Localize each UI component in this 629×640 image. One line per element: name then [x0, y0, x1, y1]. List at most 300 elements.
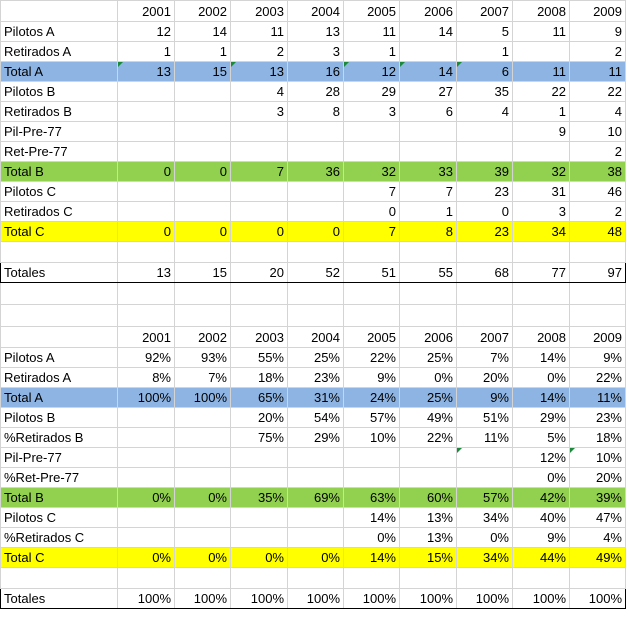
- value-cell[interactable]: 52: [288, 263, 344, 283]
- row-label-cell[interactable]: Retirados A: [1, 42, 118, 62]
- empty-cell[interactable]: [1, 305, 118, 327]
- value-cell[interactable]: 35: [457, 82, 513, 102]
- value-cell[interactable]: [118, 508, 175, 528]
- value-cell[interactable]: [513, 142, 570, 162]
- year-header-cell[interactable]: 2003: [231, 327, 288, 348]
- value-cell[interactable]: 63%: [344, 488, 400, 508]
- row-label-cell[interactable]: Total B: [1, 488, 118, 508]
- empty-cell[interactable]: [513, 283, 570, 305]
- empty-cell[interactable]: [570, 568, 626, 589]
- empty-cell[interactable]: [118, 242, 175, 263]
- row-label-cell[interactable]: Total C: [1, 222, 118, 242]
- year-header-cell[interactable]: 2007: [457, 1, 513, 22]
- value-cell[interactable]: 100%: [118, 388, 175, 408]
- empty-cell[interactable]: [570, 305, 626, 327]
- value-cell[interactable]: 100%: [457, 589, 513, 609]
- value-cell[interactable]: 0: [231, 222, 288, 242]
- value-cell[interactable]: 10: [570, 122, 626, 142]
- value-cell[interactable]: 32: [344, 162, 400, 182]
- value-cell[interactable]: [231, 508, 288, 528]
- value-cell[interactable]: 31: [513, 182, 570, 202]
- value-cell[interactable]: [175, 448, 231, 468]
- value-cell[interactable]: [175, 122, 231, 142]
- value-cell[interactable]: 16: [288, 62, 344, 82]
- row-label-cell[interactable]: Pil-Pre-77: [1, 122, 118, 142]
- value-cell[interactable]: 23%: [570, 408, 626, 428]
- value-cell[interactable]: [288, 448, 344, 468]
- value-cell[interactable]: 6: [400, 102, 457, 122]
- empty-cell[interactable]: [231, 305, 288, 327]
- value-cell[interactable]: [400, 468, 457, 488]
- year-header-cell[interactable]: 2001: [118, 327, 175, 348]
- row-label-cell[interactable]: Total A: [1, 388, 118, 408]
- value-cell[interactable]: [400, 122, 457, 142]
- empty-cell[interactable]: [344, 283, 400, 305]
- value-cell[interactable]: 51%: [457, 408, 513, 428]
- row-label-cell[interactable]: Pilotos A: [1, 22, 118, 42]
- year-header-cell[interactable]: 2009: [570, 327, 626, 348]
- value-cell[interactable]: [175, 182, 231, 202]
- value-cell[interactable]: 0: [175, 162, 231, 182]
- value-cell[interactable]: 100%: [175, 388, 231, 408]
- year-header-cell[interactable]: 2004: [288, 1, 344, 22]
- empty-cell[interactable]: [400, 242, 457, 263]
- empty-cell[interactable]: [457, 568, 513, 589]
- empty-cell[interactable]: [288, 568, 344, 589]
- value-cell[interactable]: 4: [570, 102, 626, 122]
- value-cell[interactable]: 22: [570, 82, 626, 102]
- row-label-cell[interactable]: %Ret-Pre-77: [1, 468, 118, 488]
- value-cell[interactable]: 69%: [288, 488, 344, 508]
- row-label-cell[interactable]: Pilotos B: [1, 82, 118, 102]
- value-cell[interactable]: [118, 82, 175, 102]
- value-cell[interactable]: [344, 448, 400, 468]
- empty-cell[interactable]: [231, 283, 288, 305]
- value-cell[interactable]: [231, 202, 288, 222]
- value-cell[interactable]: 13: [288, 22, 344, 42]
- value-cell[interactable]: [118, 428, 175, 448]
- value-cell[interactable]: 48: [570, 222, 626, 242]
- value-cell[interactable]: 0%: [513, 368, 570, 388]
- value-cell[interactable]: [118, 448, 175, 468]
- value-cell[interactable]: 9%: [570, 348, 626, 368]
- value-cell[interactable]: 33: [400, 162, 457, 182]
- value-cell[interactable]: 11: [513, 22, 570, 42]
- empty-cell[interactable]: [457, 283, 513, 305]
- value-cell[interactable]: 11: [231, 22, 288, 42]
- year-header-cell[interactable]: 2005: [344, 1, 400, 22]
- value-cell[interactable]: 100%: [513, 589, 570, 609]
- value-cell[interactable]: 25%: [288, 348, 344, 368]
- value-cell[interactable]: 46: [570, 182, 626, 202]
- value-cell[interactable]: 4%: [570, 528, 626, 548]
- value-cell[interactable]: [175, 528, 231, 548]
- value-cell[interactable]: 34%: [457, 508, 513, 528]
- value-cell[interactable]: 23: [457, 182, 513, 202]
- value-cell[interactable]: [118, 122, 175, 142]
- value-cell[interactable]: [175, 408, 231, 428]
- value-cell[interactable]: 1: [457, 42, 513, 62]
- value-cell[interactable]: 6: [457, 62, 513, 82]
- value-cell[interactable]: 31%: [288, 388, 344, 408]
- row-label-cell[interactable]: Retirados C: [1, 202, 118, 222]
- value-cell[interactable]: 0%: [231, 548, 288, 568]
- value-cell[interactable]: 13%: [400, 528, 457, 548]
- value-cell[interactable]: 0%: [400, 368, 457, 388]
- value-cell[interactable]: [400, 42, 457, 62]
- value-cell[interactable]: 34: [513, 222, 570, 242]
- value-cell[interactable]: 8: [288, 102, 344, 122]
- value-cell[interactable]: [175, 428, 231, 448]
- value-cell[interactable]: 18%: [231, 368, 288, 388]
- value-cell[interactable]: 14: [400, 22, 457, 42]
- value-cell[interactable]: 14%: [344, 508, 400, 528]
- empty-cell[interactable]: [288, 242, 344, 263]
- value-cell[interactable]: 13: [118, 62, 175, 82]
- value-cell[interactable]: 49%: [400, 408, 457, 428]
- value-cell[interactable]: 68: [457, 263, 513, 283]
- empty-cell[interactable]: [288, 283, 344, 305]
- value-cell[interactable]: [457, 448, 513, 468]
- value-cell[interactable]: 12%: [513, 448, 570, 468]
- value-cell[interactable]: 40%: [513, 508, 570, 528]
- year-header-cell[interactable]: 2006: [400, 1, 457, 22]
- empty-cell[interactable]: [513, 568, 570, 589]
- value-cell[interactable]: 3: [288, 42, 344, 62]
- value-cell[interactable]: [118, 528, 175, 548]
- value-cell[interactable]: 0%: [118, 488, 175, 508]
- value-cell[interactable]: 13: [231, 62, 288, 82]
- empty-cell[interactable]: [400, 283, 457, 305]
- value-cell[interactable]: 24%: [344, 388, 400, 408]
- row-label-cell[interactable]: Pilotos C: [1, 508, 118, 528]
- value-cell[interactable]: 14%: [513, 348, 570, 368]
- value-cell[interactable]: 32: [513, 162, 570, 182]
- value-cell[interactable]: 1: [400, 202, 457, 222]
- value-cell[interactable]: 39%: [570, 488, 626, 508]
- value-cell[interactable]: 20%: [457, 368, 513, 388]
- value-cell[interactable]: 55%: [231, 348, 288, 368]
- value-cell[interactable]: 7: [344, 182, 400, 202]
- value-cell[interactable]: 2: [570, 42, 626, 62]
- value-cell[interactable]: 5%: [513, 428, 570, 448]
- value-cell[interactable]: 4: [457, 102, 513, 122]
- value-cell[interactable]: 13: [118, 263, 175, 283]
- value-cell[interactable]: 22%: [344, 348, 400, 368]
- value-cell[interactable]: 1: [344, 42, 400, 62]
- value-cell[interactable]: [344, 468, 400, 488]
- year-header-cell[interactable]: 2009: [570, 1, 626, 22]
- value-cell[interactable]: 23%: [288, 368, 344, 388]
- row-label-cell[interactable]: Totales: [1, 589, 118, 609]
- value-cell[interactable]: 42%: [513, 488, 570, 508]
- value-cell[interactable]: [457, 122, 513, 142]
- value-cell[interactable]: 9: [513, 122, 570, 142]
- value-cell[interactable]: 49%: [570, 548, 626, 568]
- value-cell[interactable]: [118, 408, 175, 428]
- value-cell[interactable]: 7: [344, 222, 400, 242]
- row-label-cell[interactable]: Total A: [1, 62, 118, 82]
- value-cell[interactable]: 47%: [570, 508, 626, 528]
- row-label-cell[interactable]: Totales: [1, 263, 118, 283]
- value-cell[interactable]: 34%: [457, 548, 513, 568]
- value-cell[interactable]: 29: [344, 82, 400, 102]
- value-cell[interactable]: 3: [231, 102, 288, 122]
- row-label-cell[interactable]: Total B: [1, 162, 118, 182]
- value-cell[interactable]: 65%: [231, 388, 288, 408]
- value-cell[interactable]: 22: [513, 82, 570, 102]
- value-cell[interactable]: 29%: [513, 408, 570, 428]
- empty-cell[interactable]: [400, 568, 457, 589]
- row-label-cell[interactable]: %Retirados C: [1, 528, 118, 548]
- value-cell[interactable]: [175, 102, 231, 122]
- value-cell[interactable]: 11%: [570, 388, 626, 408]
- row-label-cell[interactable]: Pilotos B: [1, 408, 118, 428]
- value-cell[interactable]: 7%: [175, 368, 231, 388]
- value-cell[interactable]: 11%: [457, 428, 513, 448]
- value-cell[interactable]: [175, 202, 231, 222]
- value-cell[interactable]: [288, 468, 344, 488]
- value-cell[interactable]: 93%: [175, 348, 231, 368]
- empty-cell[interactable]: [344, 568, 400, 589]
- value-cell[interactable]: 100%: [231, 589, 288, 609]
- empty-cell[interactable]: [457, 242, 513, 263]
- value-cell[interactable]: [118, 102, 175, 122]
- value-cell[interactable]: 14%: [344, 548, 400, 568]
- empty-cell[interactable]: [570, 242, 626, 263]
- empty-cell[interactable]: [400, 305, 457, 327]
- value-cell[interactable]: [344, 122, 400, 142]
- row-label-cell[interactable]: Pilotos A: [1, 348, 118, 368]
- value-cell[interactable]: [231, 122, 288, 142]
- value-cell[interactable]: 1: [118, 42, 175, 62]
- value-cell[interactable]: 9: [570, 22, 626, 42]
- year-header-cell[interactable]: 2002: [175, 1, 231, 22]
- value-cell[interactable]: 11: [570, 62, 626, 82]
- value-cell[interactable]: [175, 82, 231, 102]
- value-cell[interactable]: 0%: [457, 528, 513, 548]
- value-cell[interactable]: 5: [457, 22, 513, 42]
- value-cell[interactable]: 15: [175, 62, 231, 82]
- value-cell[interactable]: 25%: [400, 388, 457, 408]
- value-cell[interactable]: 0: [175, 222, 231, 242]
- value-cell[interactable]: [400, 142, 457, 162]
- value-cell[interactable]: 7: [231, 162, 288, 182]
- row-label-cell[interactable]: Total C: [1, 548, 118, 568]
- value-cell[interactable]: 14%: [513, 388, 570, 408]
- value-cell[interactable]: [457, 142, 513, 162]
- year-header-cell[interactable]: 2002: [175, 327, 231, 348]
- value-cell[interactable]: 100%: [288, 589, 344, 609]
- value-cell[interactable]: [231, 142, 288, 162]
- value-cell[interactable]: [231, 528, 288, 548]
- value-cell[interactable]: [457, 468, 513, 488]
- value-cell[interactable]: [118, 142, 175, 162]
- value-cell[interactable]: 18%: [570, 428, 626, 448]
- value-cell[interactable]: 27: [400, 82, 457, 102]
- value-cell[interactable]: [288, 142, 344, 162]
- value-cell[interactable]: 57%: [457, 488, 513, 508]
- value-cell[interactable]: 14: [175, 22, 231, 42]
- value-cell[interactable]: 36: [288, 162, 344, 182]
- row-label-cell[interactable]: Pilotos C: [1, 182, 118, 202]
- empty-cell[interactable]: [1, 283, 118, 305]
- value-cell[interactable]: 22%: [570, 368, 626, 388]
- value-cell[interactable]: 9%: [344, 368, 400, 388]
- value-cell[interactable]: 38: [570, 162, 626, 182]
- value-cell[interactable]: 4: [231, 82, 288, 102]
- year-header-cell[interactable]: 2007: [457, 327, 513, 348]
- value-cell[interactable]: [513, 42, 570, 62]
- value-cell[interactable]: 25%: [400, 348, 457, 368]
- value-cell[interactable]: 0%: [118, 548, 175, 568]
- value-cell[interactable]: 9%: [457, 388, 513, 408]
- value-cell[interactable]: 3: [344, 102, 400, 122]
- empty-cell[interactable]: [457, 305, 513, 327]
- value-cell[interactable]: 20: [231, 263, 288, 283]
- value-cell[interactable]: 20%: [570, 468, 626, 488]
- value-cell[interactable]: 29%: [288, 428, 344, 448]
- value-cell[interactable]: [288, 122, 344, 142]
- value-cell[interactable]: 7%: [457, 348, 513, 368]
- value-cell[interactable]: 7: [400, 182, 457, 202]
- value-cell[interactable]: 2: [570, 142, 626, 162]
- value-cell[interactable]: [400, 448, 457, 468]
- value-cell[interactable]: [288, 182, 344, 202]
- empty-cell[interactable]: [231, 568, 288, 589]
- value-cell[interactable]: 44%: [513, 548, 570, 568]
- value-cell[interactable]: 77: [513, 263, 570, 283]
- value-cell[interactable]: 13%: [400, 508, 457, 528]
- value-cell[interactable]: 11: [513, 62, 570, 82]
- value-cell[interactable]: 8: [400, 222, 457, 242]
- value-cell[interactable]: 0%: [175, 488, 231, 508]
- value-cell[interactable]: 2: [570, 202, 626, 222]
- row-label-cell[interactable]: Retirados B: [1, 102, 118, 122]
- value-cell[interactable]: 0: [118, 162, 175, 182]
- value-cell[interactable]: 75%: [231, 428, 288, 448]
- empty-cell[interactable]: [1, 568, 118, 589]
- empty-cell[interactable]: [344, 242, 400, 263]
- empty-cell[interactable]: [175, 568, 231, 589]
- value-cell[interactable]: 0%: [288, 548, 344, 568]
- value-cell[interactable]: 10%: [344, 428, 400, 448]
- empty-cell[interactable]: [1, 1, 118, 22]
- value-cell[interactable]: 14: [400, 62, 457, 82]
- value-cell[interactable]: 51: [344, 263, 400, 283]
- empty-cell[interactable]: [344, 305, 400, 327]
- value-cell[interactable]: 20%: [231, 408, 288, 428]
- value-cell[interactable]: 1: [175, 42, 231, 62]
- value-cell[interactable]: [288, 528, 344, 548]
- value-cell[interactable]: [344, 142, 400, 162]
- empty-cell[interactable]: [288, 305, 344, 327]
- value-cell[interactable]: 2: [231, 42, 288, 62]
- value-cell[interactable]: 0: [118, 222, 175, 242]
- value-cell[interactable]: 15: [175, 263, 231, 283]
- value-cell[interactable]: 15%: [400, 548, 457, 568]
- value-cell[interactable]: 100%: [400, 589, 457, 609]
- value-cell[interactable]: 10%: [570, 448, 626, 468]
- row-label-cell[interactable]: Ret-Pre-77: [1, 142, 118, 162]
- value-cell[interactable]: 0%: [344, 528, 400, 548]
- value-cell[interactable]: 22%: [400, 428, 457, 448]
- value-cell[interactable]: [118, 468, 175, 488]
- value-cell[interactable]: [118, 182, 175, 202]
- row-label-cell[interactable]: Retirados A: [1, 368, 118, 388]
- value-cell[interactable]: [288, 202, 344, 222]
- value-cell[interactable]: [231, 182, 288, 202]
- value-cell[interactable]: 3: [513, 202, 570, 222]
- value-cell[interactable]: 8%: [118, 368, 175, 388]
- empty-cell[interactable]: [513, 305, 570, 327]
- value-cell[interactable]: 97: [570, 263, 626, 283]
- value-cell[interactable]: 28: [288, 82, 344, 102]
- value-cell[interactable]: 55: [400, 263, 457, 283]
- year-header-cell[interactable]: 2008: [513, 1, 570, 22]
- empty-cell[interactable]: [1, 327, 118, 348]
- value-cell[interactable]: [231, 468, 288, 488]
- value-cell[interactable]: 0: [457, 202, 513, 222]
- value-cell[interactable]: 0%: [175, 548, 231, 568]
- empty-cell[interactable]: [570, 283, 626, 305]
- empty-cell[interactable]: [118, 283, 175, 305]
- value-cell[interactable]: [175, 468, 231, 488]
- value-cell[interactable]: 0: [288, 222, 344, 242]
- empty-cell[interactable]: [513, 242, 570, 263]
- empty-cell[interactable]: [118, 305, 175, 327]
- year-header-cell[interactable]: 2003: [231, 1, 288, 22]
- value-cell[interactable]: [175, 508, 231, 528]
- value-cell[interactable]: [118, 202, 175, 222]
- value-cell[interactable]: 60%: [400, 488, 457, 508]
- value-cell[interactable]: 0: [344, 202, 400, 222]
- value-cell[interactable]: 0%: [513, 468, 570, 488]
- value-cell[interactable]: 57%: [344, 408, 400, 428]
- value-cell[interactable]: 35%: [231, 488, 288, 508]
- empty-cell[interactable]: [118, 568, 175, 589]
- year-header-cell[interactable]: 2006: [400, 327, 457, 348]
- value-cell[interactable]: 11: [344, 22, 400, 42]
- value-cell[interactable]: 92%: [118, 348, 175, 368]
- empty-cell[interactable]: [175, 283, 231, 305]
- row-label-cell[interactable]: %Retirados B: [1, 428, 118, 448]
- value-cell[interactable]: 9%: [513, 528, 570, 548]
- year-header-cell[interactable]: 2004: [288, 327, 344, 348]
- value-cell[interactable]: 100%: [570, 589, 626, 609]
- year-header-cell[interactable]: 2005: [344, 327, 400, 348]
- empty-cell[interactable]: [175, 305, 231, 327]
- year-header-cell[interactable]: 2008: [513, 327, 570, 348]
- value-cell[interactable]: [231, 448, 288, 468]
- empty-cell[interactable]: [1, 242, 118, 263]
- value-cell[interactable]: 23: [457, 222, 513, 242]
- value-cell[interactable]: 100%: [175, 589, 231, 609]
- value-cell[interactable]: 39: [457, 162, 513, 182]
- value-cell[interactable]: [175, 142, 231, 162]
- value-cell[interactable]: 12: [344, 62, 400, 82]
- value-cell[interactable]: 100%: [118, 589, 175, 609]
- empty-cell[interactable]: [175, 242, 231, 263]
- value-cell[interactable]: 12: [118, 22, 175, 42]
- row-label-cell[interactable]: Pil-Pre-77: [1, 448, 118, 468]
- value-cell[interactable]: 100%: [344, 589, 400, 609]
- value-cell[interactable]: 1: [513, 102, 570, 122]
- empty-cell[interactable]: [231, 242, 288, 263]
- value-cell[interactable]: [288, 508, 344, 528]
- value-cell[interactable]: 54%: [288, 408, 344, 428]
- year-header-cell[interactable]: 2001: [118, 1, 175, 22]
